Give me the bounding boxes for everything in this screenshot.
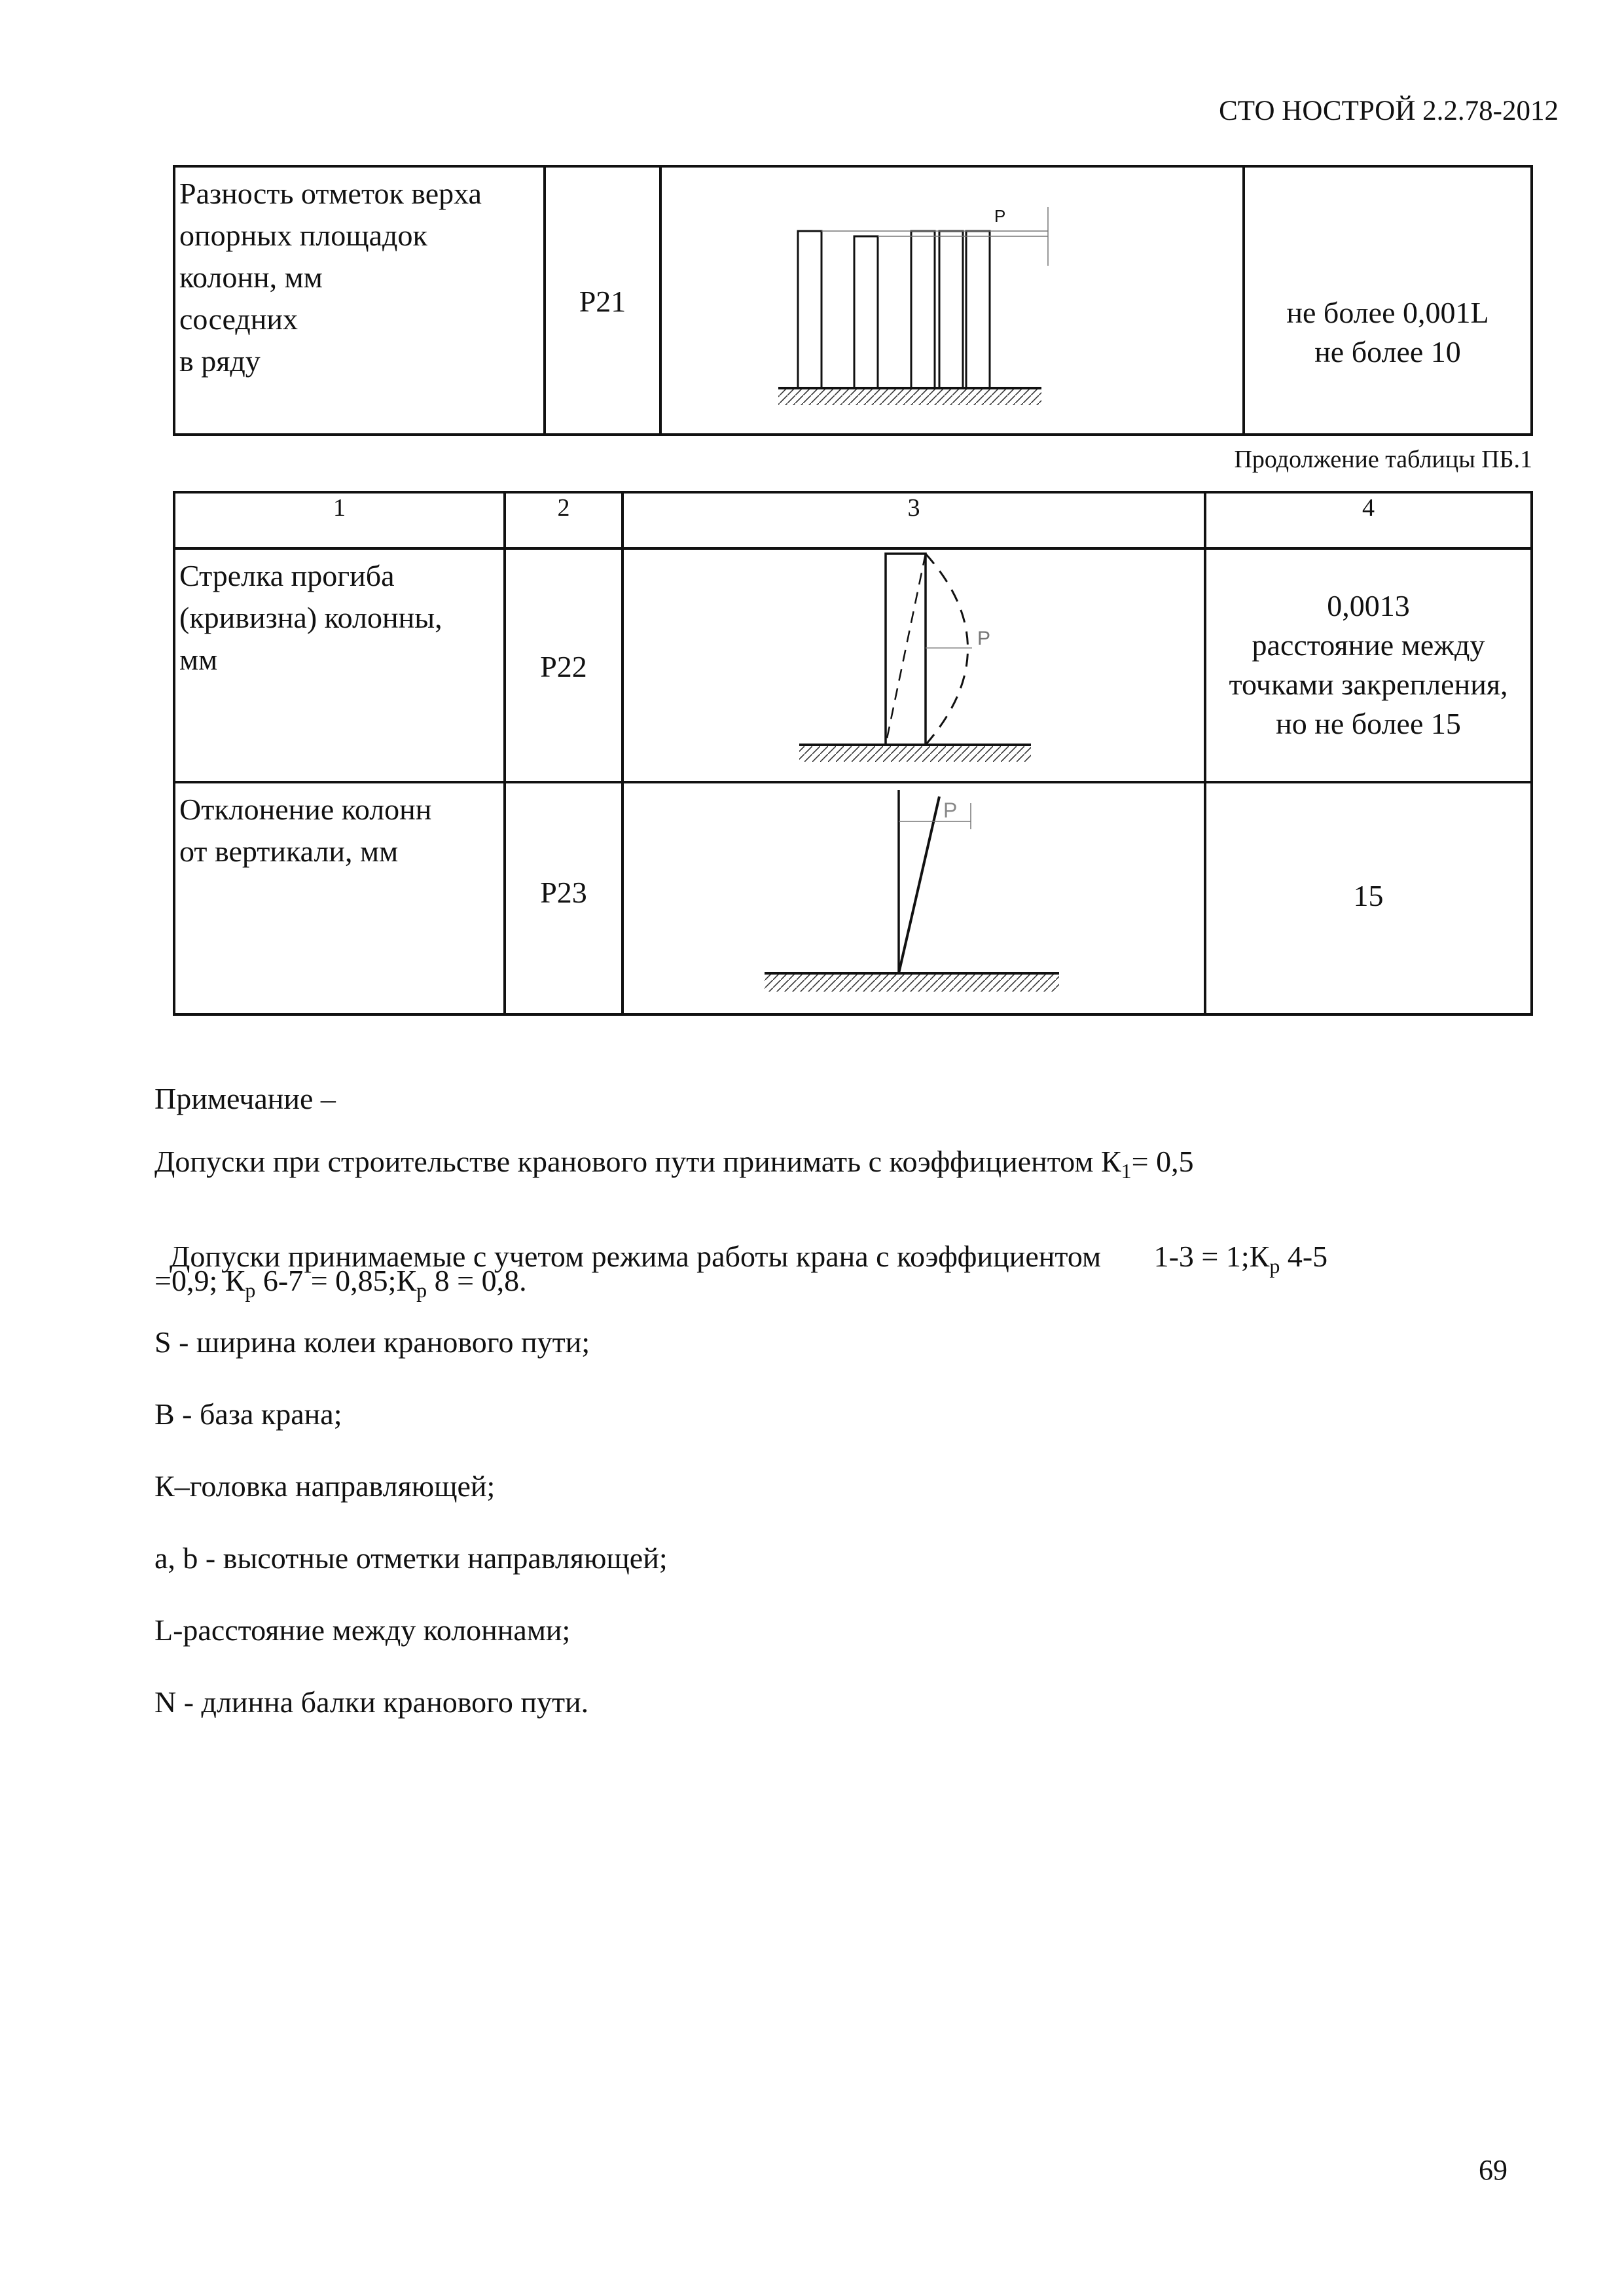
column-shape <box>911 231 935 388</box>
note-line-2: Допуски принимаемые с учетом режима работы крана с коэффициентом $1-3 = 1;К_р$ 4-5 <box>170 1240 1328 1278</box>
tolerance-line: но не более 15 <box>1276 707 1461 740</box>
cell-name-p22 <box>174 548 505 782</box>
cell-name-p21 <box>174 166 545 435</box>
table-top-fragment <box>173 165 1533 436</box>
cell-code-p23 <box>505 782 623 1014</box>
diagram-label-p: P <box>977 628 991 649</box>
note-item: В - база крана; <box>154 1397 342 1431</box>
note-item: L-расстояние между колоннами; <box>154 1613 571 1647</box>
document-code: СТО НОСТРОЙ 2.2.78-2012 <box>1219 96 1559 126</box>
note-item: a, b - высотные отметки направляющей; <box>154 1541 668 1575</box>
note-line-1: Допуски при строительстве кранового пути принимать с коэффициентом $К_1= 0,5$ <box>154 1145 1194 1183</box>
table-row-p21 <box>174 166 1532 435</box>
name-line: опорных площадок <box>179 219 427 252</box>
name-line: Разность отметок верха <box>179 177 482 210</box>
cell-diagram-p21 <box>660 166 1244 435</box>
column-number: 2 <box>505 492 623 548</box>
note-item: N - длинна балки кранового пути. <box>154 1685 589 1719</box>
note-line-3: =0,9; $К_р$ $6-7 = 0,85;К_р$ 8 = 0,8. <box>154 1264 527 1302</box>
column-shape <box>966 231 990 388</box>
deflected-axis-curve <box>926 554 968 745</box>
code-p22: Р22 <box>540 650 587 683</box>
code-p23: Р23 <box>540 876 587 909</box>
cell-code-p21 <box>545 166 660 435</box>
tolerance-line: не более 0,001L <box>1286 296 1489 329</box>
name-line: Отклонение колонн <box>179 793 432 826</box>
column-shape <box>798 231 821 388</box>
column-number: 3 <box>623 492 1205 548</box>
code-p21: Р21 <box>579 285 626 318</box>
tolerance-value: 15 <box>1353 879 1384 912</box>
diagram-label-p: P <box>994 206 1006 226</box>
column-shape <box>854 236 878 388</box>
column-number: 4 <box>1205 492 1532 548</box>
column-tilt-diagram <box>624 783 1202 1012</box>
name-line: мм <box>179 643 218 676</box>
tolerance-line: 0,0013 <box>1327 589 1410 622</box>
tolerance-line: не более 10 <box>1314 335 1461 368</box>
name-line: соседних <box>179 302 298 336</box>
cell-code-p22 <box>505 548 623 782</box>
column-deflection-diagram <box>624 550 1202 780</box>
name-line: в ряду <box>179 344 261 378</box>
name-line: от вертикали, мм <box>179 834 399 868</box>
page-number: 69 <box>1479 2154 1507 2186</box>
note-item: S - ширина колеи кранового пути; <box>154 1325 590 1359</box>
columns-elevation-diagram <box>662 168 1241 432</box>
cell-name-p23 <box>174 782 505 1014</box>
note-title: Примечание – <box>154 1082 336 1115</box>
name-line: колонн, мм <box>179 260 323 294</box>
table-pb1-continued <box>173 491 1533 1016</box>
table-continuation-label: Продолжение таблицы ПБ.1 <box>1234 446 1532 473</box>
cell-tolerance-p22 <box>1205 548 1532 782</box>
diagram-label-p: P <box>943 798 958 822</box>
tilted-column-line <box>899 797 939 973</box>
table-row-p23 <box>174 782 1532 1014</box>
name-line: (кривизна) колонны, <box>179 601 442 634</box>
column-shape <box>939 231 963 388</box>
column-number: 1 <box>174 492 505 548</box>
note-item: К–головка направляющей; <box>154 1469 496 1503</box>
table-row-p22 <box>174 548 1532 782</box>
tolerance-line: точками закрепления, <box>1229 668 1508 701</box>
name-line: Стрелка прогиба <box>179 559 395 592</box>
table-header-row <box>174 492 1532 548</box>
tolerance-line: расстояние между <box>1252 628 1485 662</box>
cell-diagram-p23 <box>623 782 1205 1014</box>
cell-diagram-p22 <box>623 548 1205 782</box>
cell-tolerance-p21 <box>1244 166 1532 435</box>
cell-tolerance-p23 <box>1205 782 1532 1014</box>
